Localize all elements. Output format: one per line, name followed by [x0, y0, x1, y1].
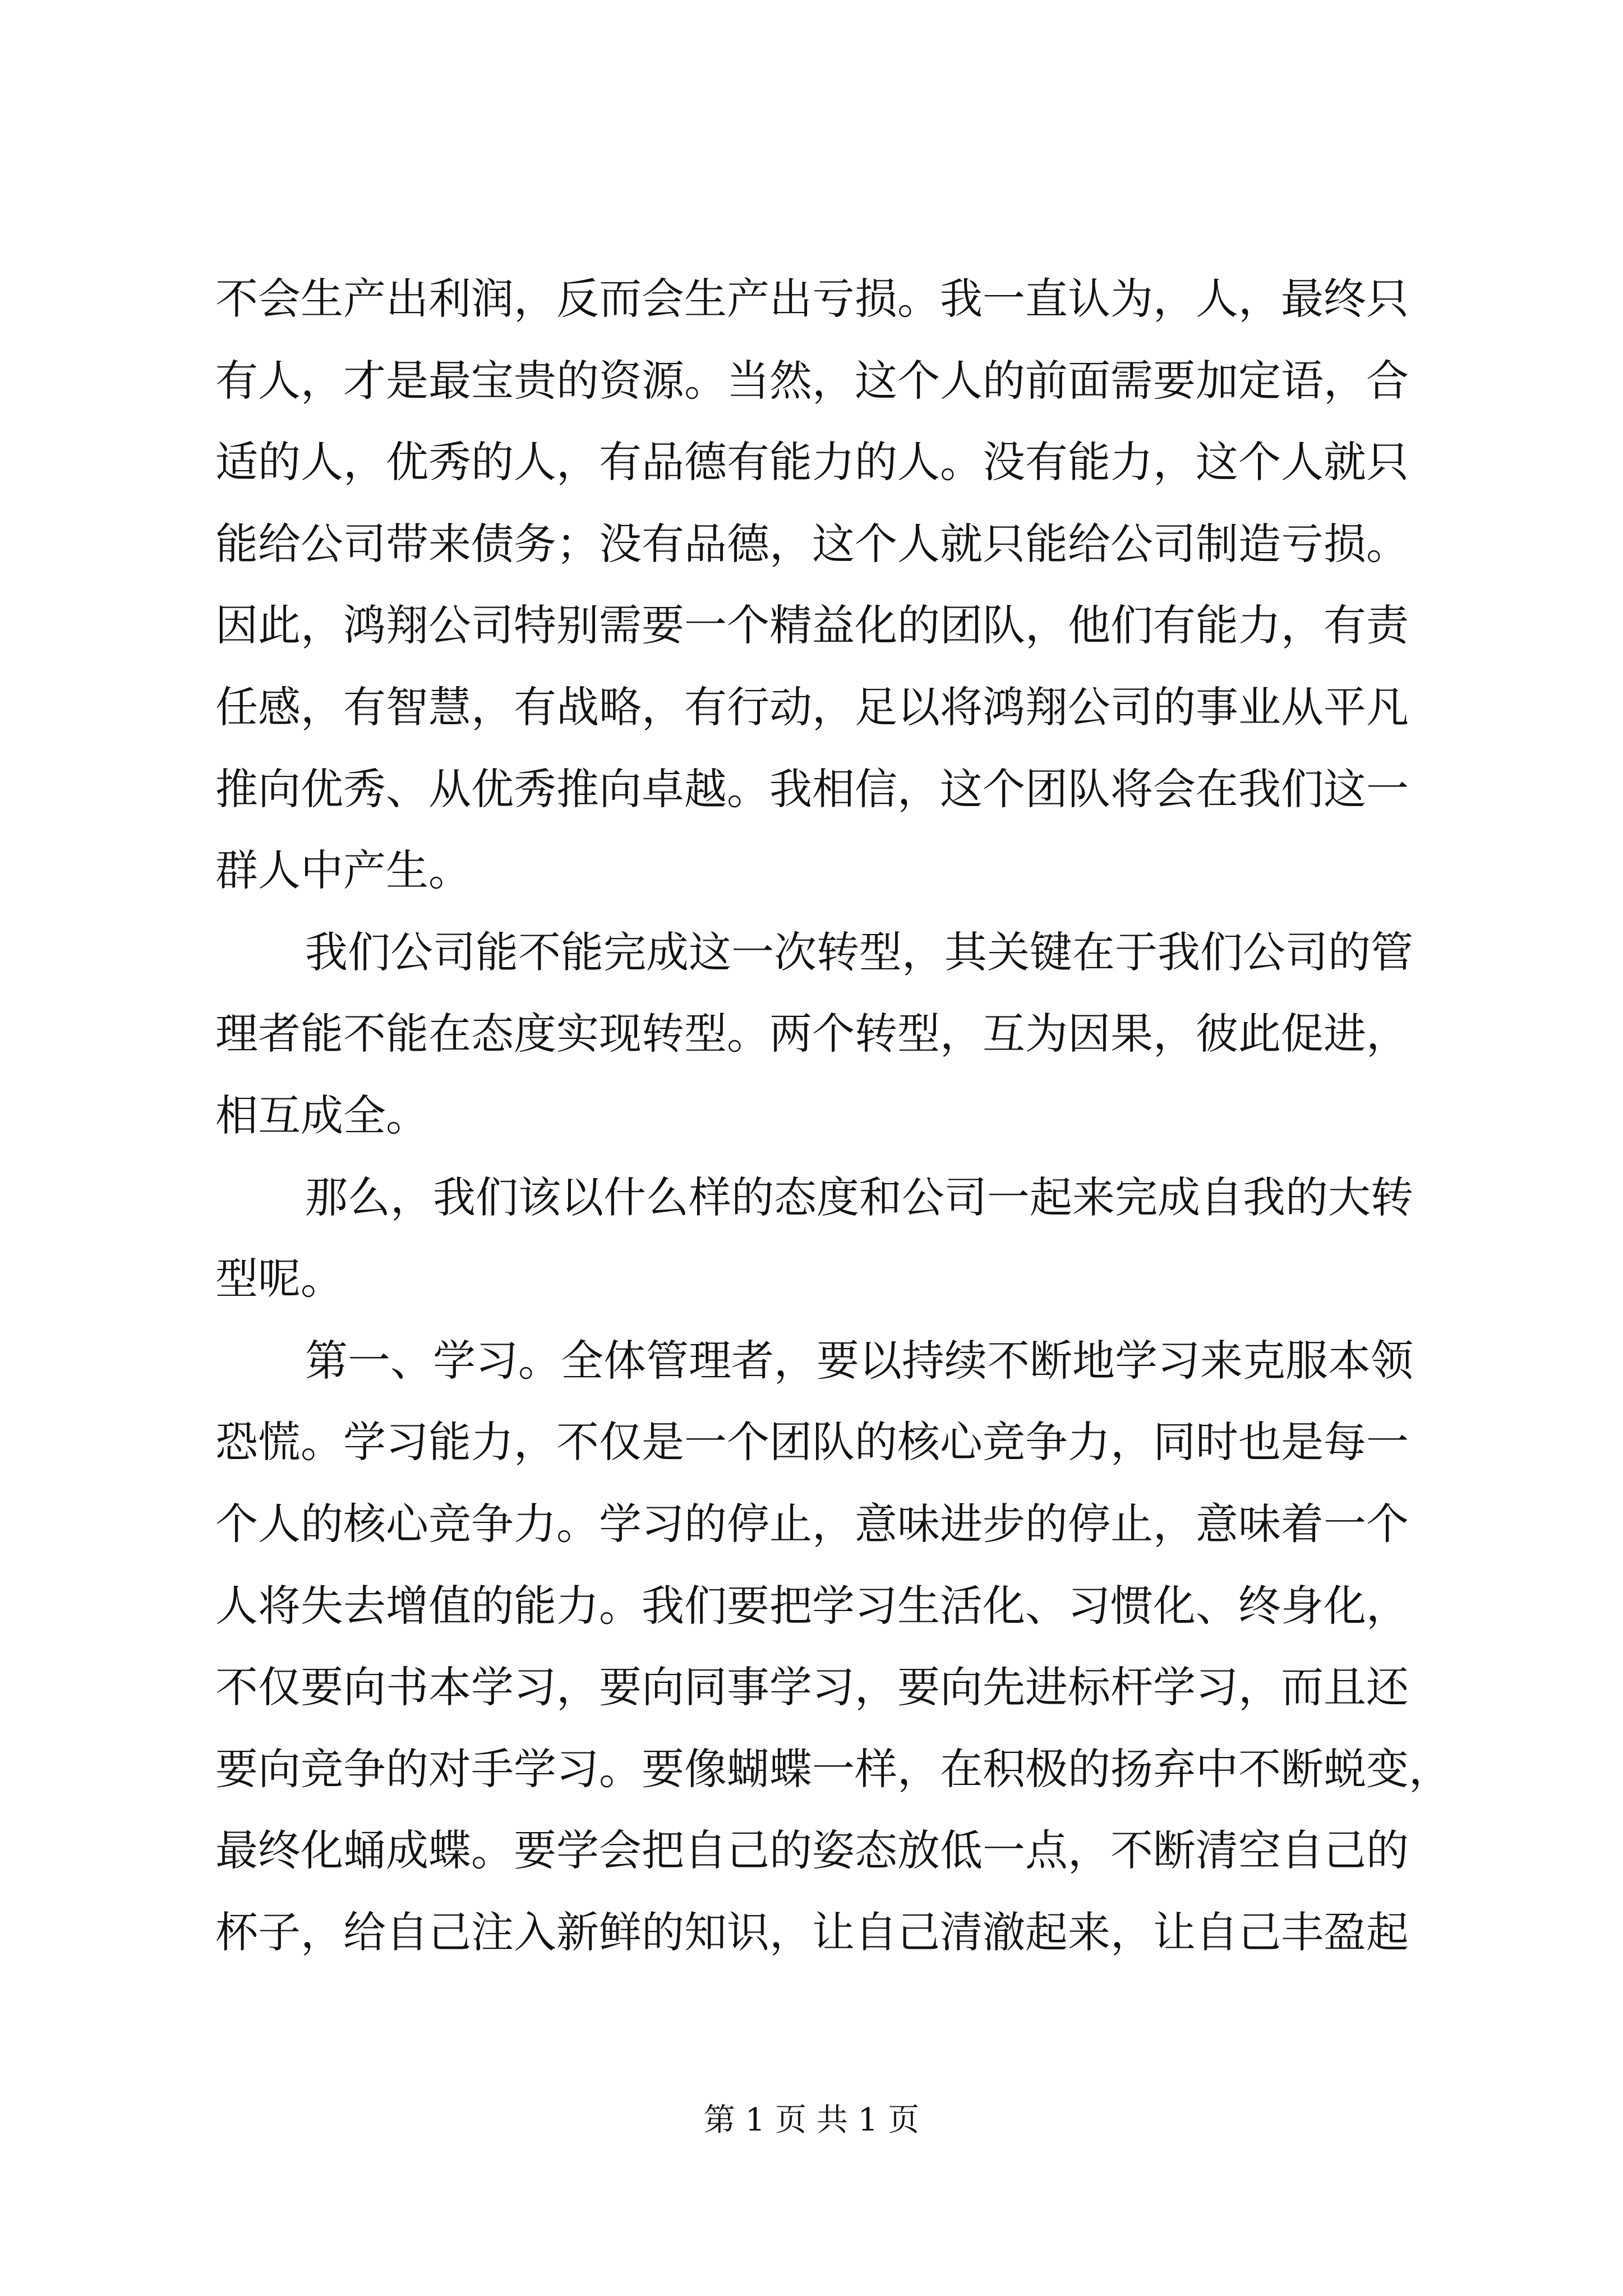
- text-line: 型呢。: [215, 1254, 343, 1304]
- paragraph-first-line: 第一、学习。全体管理者，要以持续不断地学习来克服本领: [305, 1335, 1413, 1386]
- text-line: 理者能不能在态度实现转型。两个转型，互为因果，彼此促进，: [215, 1009, 1409, 1059]
- text-line: 适的人，优秀的人，有品德有能力的人。没有能力，这个人就只: [215, 437, 1409, 487]
- text-line: 人将失去增值的能力。我们要把学习生活化、习惯化、终身化，: [215, 1580, 1409, 1631]
- text-line: 相互成全。: [215, 1090, 428, 1140]
- paragraph-first-line: 我们公司能不能完成这一次转型，其关键在于我们公司的管: [305, 927, 1413, 977]
- text-line: 任感，有智慧，有战略，有行动，足以将鸿翔公司的事业从平凡: [215, 682, 1409, 732]
- text-line: 个人的核心竞争力。学习的停止，意味进步的停止，意味着一个: [215, 1498, 1409, 1549]
- text-line: 推向优秀、从优秀推向卓越。我相信，这个团队将会在我们这一: [215, 763, 1409, 814]
- text-line: 要向竞争的对手学习。要像蝴蝶一样，在积极的扬弃中不断蜕变，: [215, 1743, 1451, 1794]
- document-body: [215, 258, 1451, 1973]
- text-line: 有人，才是最宝贵的资源。当然，这个人的前面需要加定语，合: [215, 355, 1409, 406]
- text-line: 杯子，给自己注入新鲜的知识，让自己清澈起来，让自己丰盈起: [215, 1907, 1409, 1957]
- text-line: 群人中产生。: [215, 845, 471, 896]
- text-line: 不仅要向书本学习，要向同事学习，要向先进标杆学习，而且还: [215, 1662, 1409, 1713]
- text-line: 因此，鸿翔公司特别需要一个精益化的团队，他们有能力，有责: [215, 600, 1409, 651]
- text-line: 最终化蛹成蝶。要学会把自己的姿态放低一点，不断清空自己的: [215, 1825, 1409, 1876]
- page-footer: [0, 2101, 1623, 2140]
- text-line: 不会生产出利润，反而会生产出亏损。我一直认为，人，最终只: [215, 274, 1409, 324]
- text-line: 恐慌。学习能力，不仅是一个团队的核心竞争力，同时也是每一: [215, 1417, 1409, 1467]
- text-line: 能给公司带来债务；没有品德，这个人就只能给公司制造亏损。: [215, 518, 1409, 569]
- paragraph-first-line: 那么，我们该以什么样的态度和公司一起来完成自我的大转: [305, 1172, 1413, 1222]
- page-number-label: 第 1 页 共 1 页: [703, 2102, 920, 2138]
